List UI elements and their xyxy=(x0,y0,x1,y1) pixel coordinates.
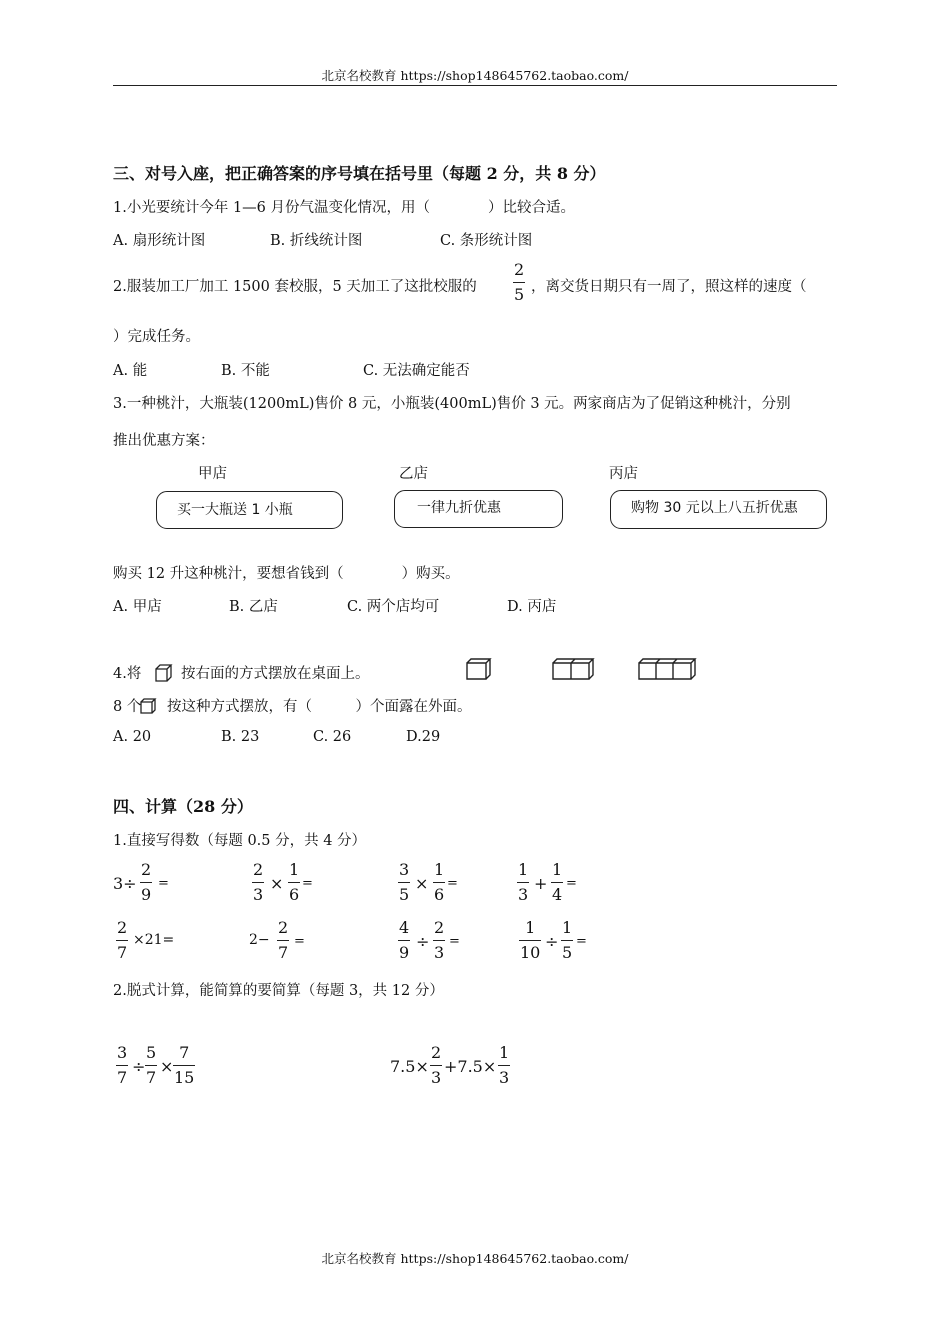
small-cube-icon xyxy=(154,663,174,683)
q4-option-c: C. 26 xyxy=(313,729,352,745)
r1d-op: + xyxy=(534,874,548,893)
calc-sub2-title: 2.脱式计算，能简算的要简算（每题 3，共 12 分） xyxy=(113,983,444,999)
fraction-bar xyxy=(288,882,300,883)
frac-denominator: 3 xyxy=(431,1068,442,1087)
q3-option-b: B. 乙店 xyxy=(229,599,278,615)
q2-text-after: ，离交货日期只有一周了，照这样的速度（ xyxy=(531,279,807,295)
two-cube-arrangement-icon xyxy=(551,657,595,681)
r2b-lead: 2− xyxy=(249,932,270,948)
page-footer: 北京名校教育 https://shop148645762.taobao.com/ xyxy=(321,1251,629,1266)
fraction-bar xyxy=(116,1065,128,1066)
frac-numerator: 1 xyxy=(552,860,563,879)
frac-denominator: 5 xyxy=(562,943,573,962)
r2a-frac xyxy=(116,918,128,963)
r2c-tail: = xyxy=(449,934,460,949)
fraction-bar xyxy=(519,940,541,941)
q1-text: 1.小光要统计今年 1—6 月份气温变化情况，用（ ）比较合适。 xyxy=(113,200,576,216)
q3-option-a: A. 甲店 xyxy=(113,599,162,615)
section-3-title: 三、对号入座，把正确答案的序号填在括号里（每题 2 分，共 8 分） xyxy=(113,164,606,183)
e2-lead: 7.5× xyxy=(390,1057,429,1076)
fraction-bar xyxy=(398,940,410,941)
q3-option-d: D. 丙店 xyxy=(507,599,557,615)
r2c-frac2 xyxy=(433,918,445,963)
r2d-op: ÷ xyxy=(545,932,559,951)
frac-denominator: 15 xyxy=(174,1068,195,1087)
r2d-frac1 xyxy=(519,918,541,963)
header-rule xyxy=(113,85,837,86)
frac-numerator: 1 xyxy=(434,860,445,879)
fraction-bar xyxy=(513,282,525,283)
fraction-bar xyxy=(433,882,445,883)
section-4-title: 四、计算（28 分） xyxy=(113,797,253,816)
fraction-bar xyxy=(498,1065,510,1066)
q4-option-d: D.29 xyxy=(406,729,441,745)
frac-denominator: 3 xyxy=(434,943,445,962)
e1-op1: ÷ xyxy=(132,1057,146,1076)
q3-question: 购买 12 升这种桃汁，要想省钱到（ ）购买。 xyxy=(113,566,460,582)
q3-option-c: C. 两个店均可 xyxy=(347,599,440,615)
frac-numerator: 1 xyxy=(499,1043,510,1062)
fraction-bar xyxy=(277,940,289,941)
calc-sub1-title: 1.直接写得数（每题 0.5 分，共 4 分） xyxy=(113,833,367,849)
r1a-frac xyxy=(140,860,152,905)
frac-denominator: 3 xyxy=(518,885,529,904)
frac-numerator: 2 xyxy=(253,860,264,879)
frac-numerator: 2 xyxy=(278,918,289,937)
r2d-tail: = xyxy=(576,934,587,949)
r1b-op: × xyxy=(270,874,284,893)
frac-denominator: 7 xyxy=(117,1068,128,1087)
fraction-bar xyxy=(430,1065,442,1066)
fraction-bar xyxy=(140,882,152,883)
frac-numerator: 3 xyxy=(117,1043,128,1062)
frac-numerator: 5 xyxy=(146,1043,157,1062)
q2-fraction xyxy=(513,260,525,305)
frac-denominator: 5 xyxy=(399,885,410,904)
page-header: 北京名校教育 https://shop148645762.taobao.com/ xyxy=(321,68,629,83)
store-yi-name: 乙店 xyxy=(399,466,428,482)
q2-frac-num: 2 xyxy=(514,260,525,279)
store-yi-offer: 一律九折优惠 xyxy=(417,500,501,516)
e1-frac1 xyxy=(116,1043,128,1088)
fraction-bar xyxy=(252,882,264,883)
r1d-frac2 xyxy=(551,860,563,905)
r2a-tail: ×21= xyxy=(133,932,175,948)
frac-denominator: 9 xyxy=(141,885,152,904)
q4-line2-b: 按这种方式摆放，有（ ）个面露在外面。 xyxy=(167,699,472,715)
q2-text-line2: ）完成任务。 xyxy=(113,329,200,345)
frac-denominator: 4 xyxy=(552,885,563,904)
q1-option-a: A. 扇形统计图 xyxy=(113,233,206,249)
r1d-tail: = xyxy=(566,876,577,891)
r2d-frac2 xyxy=(561,918,573,963)
r1b-frac1 xyxy=(252,860,264,905)
frac-numerator: 4 xyxy=(399,918,410,937)
q3-line2: 推出优惠方案： xyxy=(113,433,215,449)
q4-line1-a: 4.将 xyxy=(113,666,142,682)
q2-text-before: 2.服装加工厂加工 1500 套校服，5 天加工了这批校服的 xyxy=(113,279,477,295)
small-cube-icon xyxy=(139,697,159,715)
r2c-frac1 xyxy=(398,918,410,963)
fraction-bar xyxy=(551,882,563,883)
r1c-tail: = xyxy=(447,876,458,891)
r2b-tail: = xyxy=(294,934,305,949)
frac-denominator: 7 xyxy=(117,943,128,962)
frac-numerator: 1 xyxy=(562,918,573,937)
r1c-frac1 xyxy=(398,860,410,905)
r1b-frac2 xyxy=(288,860,300,905)
frac-denominator: 3 xyxy=(253,885,264,904)
e2-mid: +7.5× xyxy=(444,1057,497,1076)
q3-line1: 3.一种桃汁，大瓶装(1200mL)售价 8 元，小瓶装(400mL)售价 3 元。两家商店为了促销这种桃汁，分别 xyxy=(113,396,791,412)
e1-op2: × xyxy=(160,1057,174,1076)
frac-numerator: 1 xyxy=(525,918,536,937)
q2-option-a: A. 能 xyxy=(113,363,148,379)
q2-option-b: B. 不能 xyxy=(221,363,270,379)
fraction-bar xyxy=(517,882,529,883)
fraction-bar xyxy=(116,940,128,941)
frac-denominator: 6 xyxy=(434,885,445,904)
e1-frac3 xyxy=(173,1043,195,1088)
three-cube-arrangement-icon xyxy=(637,657,697,681)
r1b-tail: = xyxy=(302,876,313,891)
r1d-frac1 xyxy=(517,860,529,905)
frac-numerator: 1 xyxy=(289,860,300,879)
e2-frac2 xyxy=(498,1043,510,1088)
r1c-frac2 xyxy=(433,860,445,905)
e2-frac1 xyxy=(430,1043,442,1088)
q4-line2-a: 8 个 xyxy=(113,699,142,715)
frac-numerator: 7 xyxy=(179,1043,190,1062)
fraction-bar xyxy=(398,882,410,883)
r1a-tail: = xyxy=(158,876,169,891)
store-bing-name: 丙店 xyxy=(609,466,638,482)
q1-option-c: C. 条形统计图 xyxy=(440,233,533,249)
e1-frac2 xyxy=(145,1043,157,1088)
fraction-bar xyxy=(561,940,573,941)
store-jia-offer: 买一大瓶送 1 小瓶 xyxy=(177,502,293,518)
store-yi-offer-box xyxy=(394,490,563,528)
r1c-op: × xyxy=(415,874,429,893)
q2-frac-den: 5 xyxy=(514,285,525,304)
frac-denominator: 10 xyxy=(520,943,541,962)
frac-numerator: 2 xyxy=(434,918,445,937)
frac-numerator: 2 xyxy=(141,860,152,879)
frac-numerator: 2 xyxy=(117,918,128,937)
one-cube-arrangement-icon xyxy=(465,657,493,681)
frac-denominator: 7 xyxy=(146,1068,157,1087)
frac-numerator: 3 xyxy=(399,860,410,879)
frac-denominator: 7 xyxy=(278,943,289,962)
store-bing-offer: 购物 30 元以上八五折优惠 xyxy=(631,500,798,516)
fraction-bar xyxy=(433,940,445,941)
q4-line1-b: 按右面的方式摆放在桌面上。 xyxy=(181,666,370,682)
r1a-lead: 3÷ xyxy=(113,874,137,893)
store-jia-offer-box xyxy=(156,491,343,529)
r2b-frac xyxy=(277,918,289,963)
q1-option-b: B. 折线统计图 xyxy=(270,233,363,249)
r2c-op: ÷ xyxy=(416,932,430,951)
q4-option-a: A. 20 xyxy=(113,729,152,745)
frac-numerator: 1 xyxy=(518,860,529,879)
fraction-bar xyxy=(173,1065,195,1066)
frac-denominator: 3 xyxy=(499,1068,510,1087)
frac-denominator: 9 xyxy=(399,943,410,962)
q4-option-b: B. 23 xyxy=(221,729,260,745)
q2-option-c: C. 无法确定能否 xyxy=(363,363,470,379)
store-bing-offer-box xyxy=(610,490,827,529)
frac-denominator: 6 xyxy=(289,885,300,904)
store-jia-name: 甲店 xyxy=(198,466,227,482)
fraction-bar xyxy=(145,1065,157,1066)
frac-numerator: 2 xyxy=(431,1043,442,1062)
